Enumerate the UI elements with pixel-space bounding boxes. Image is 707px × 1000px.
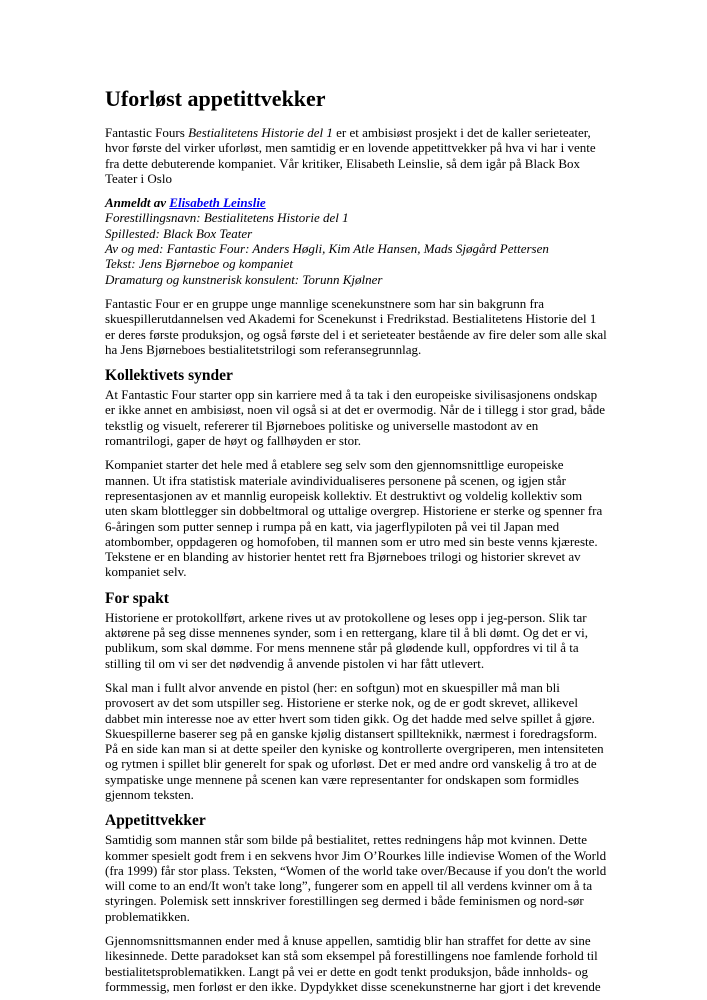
byline-label: Anmeldt av [105, 195, 170, 211]
section-heading-for-spakt: For spakt [105, 589, 169, 607]
credit-line-venue: Spillested: Black Box Teater [105, 225, 253, 241]
intro-paragraph [105, 125, 607, 186]
section-2-paragraph-1: Historiene er protokollført, arkene rives ut av protokollene og leses opp i jeg-person. Slik tar aktørene på seg disse mennenes synder, som i en rettergang, klare til å bli dømt. Og det er vi, publikum, som skal dømme. For mens mennene står på glødende kull, oppfordres vi til å ta stilling til om vi ser det nødvendig å anvende pistolen vi har fått utlevert. [105, 609, 588, 671]
reviewer-link[interactable]: Elisabeth Leinslie [169, 195, 266, 211]
section-heading-appetittvekker: Appetittvekker [105, 812, 206, 830]
intro-text-post: er et ambisiøst prosjekt i det de kaller serieteater, hvor første del virker uforløst, men samtidig er en lovende appetittvekker på hva vi har i vente fra dette debuterende kompaniet. Vår kritiker, Elisabeth Leinslie, så dem igår på Black Box Teater i Oslo [105, 125, 596, 186]
section-1-paragraph-2: Kompaniet starter det hele med å etablere seg selv som den gjennomsnittlige europeiske mannen. Ut ifra statistisk materiale avindividualiseres personene på scenen, og igjen står representasjonen av et mannlig europeisk kollektiv. Et destruktivt og voldelig kollektiv som uten skam blottlegger sin dobbeltmoral og uttalige overgrep. Historiene er sterke og spenner fra 6-åringen som putter sennep i rumpa på en katt, via jagerflypiloten på vei til Japan med atombomber, oppdageren og homofoben, til mannen som er utro med sin beste venns kjæreste. Tekstene er en blanding av historier hentet rett fra Bjørneboes trilogi og historier skrevet av kompaniet selv. [105, 457, 603, 580]
page-title: Uforløst appetittvekker [105, 86, 326, 111]
credits-block [105, 195, 607, 287]
lead-paragraph: Fantastic Four er en gruppe unge mannlige scenekunstnere som har sin bakgrunn fra skuespillerutdannelsen ved Akademi for Scenekunst i Fredrikstad. Bestialitetens Historie del 1 er deres første produksjon, og også første del i et serieteater bestående av fire deler som alle skal ha Jens Bjørneboes bestialitetstrilogi som referansegrunnlag. [105, 295, 607, 357]
section-2-paragraph-2: Skal man i fullt alvor anvende en pistol (her: en softgun) mot en skuespiller må man bli provosert av det som utspiller seg. Historiene er sterke nok, og de er godt skrevet, allikevel dabbet min interesse noe av etter hvert som tiden gikk. Og det hadde med selve spillet å gjøre. Skuespillerne baserer seg på en ganske kjølig distansert spillteknikk, nærmest i foredragsform. På en side kan man si at dette speiler den kyniske og kontrollerte overgriperen, men intensiteten og rytmen i spillet blir generelt for spak og uforløst. Det er med andre ord vanskelig å tro at de sympatiske unge mennene på scenen kan være representanter for ondskapen som formidles gjennom teksten. [105, 679, 604, 802]
credit-line-dramaturg: Dramaturg og kunstnerisk konsulent: Torunn Kjølner [105, 271, 383, 287]
credit-line-text: Tekst: Jens Bjørneboe og kompaniet [105, 256, 293, 272]
section-1-paragraph-1: At Fantastic Four starter opp sin karriere med å ta tak i den europeiske sivilisasjonens ondskap er ikke annet en ambisiøst, noen vil også si at det er overmodig. Når de i tillegg i stor grad, både tekstlig og visuelt, refererer til Bjørneboes politiske og universelle mastodont av en romantrilogi, gaper de høyt og fallhøyden er stor. [105, 387, 606, 449]
intro-work-title: Bestialitetens Historie del 1 [188, 125, 333, 140]
section-3-paragraph-2: Gjennomsnittsmannen ender med å knuse appellen, samtidig blir han straffet for dette av sine likesinnede. Dette paradokset kan stå som eksempel på forestillingens noe famlende forhold til bestialitetsproblematikken. Langt på vei er dette en godt tenkt produksjon, både innholds- og formmessig, men forløst er den ikke. Dypdykket disse scenekunstnerne har gjort i det krevende [105, 933, 601, 994]
byline [105, 195, 607, 210]
intro-text-pre: Fantastic Fours [105, 125, 189, 140]
credit-line-performance-name: Forestillingsnavn: Bestialitetens Historie del 1 [105, 210, 349, 226]
section-heading-kollektivets-synder: Kollektivets synder [105, 367, 233, 385]
credit-line-cast: Av og med: Fantastic Four: Anders Høgli, Kim Atle Hansen, Mads Sjøgård Pettersen [105, 241, 549, 257]
section-3-paragraph-1: Samtidig som mannen står som bilde på bestialitet, rettes redningens håp mot kvinnen. Dette kommer spesielt godt frem i en sekvens hvor Jim O’Rourkes lille indievise Women of the World (fra 1999) får stor plass. Teksten, “Women of the world take over/Because if you don't the world will come to an end/It won't take long”, fungerer som en appell til all verdens kvinner om å ta styringen. Polemisk sett innskriver forestillingen seg dermed i både feminismen og nord-sør problematikken. [105, 832, 607, 924]
